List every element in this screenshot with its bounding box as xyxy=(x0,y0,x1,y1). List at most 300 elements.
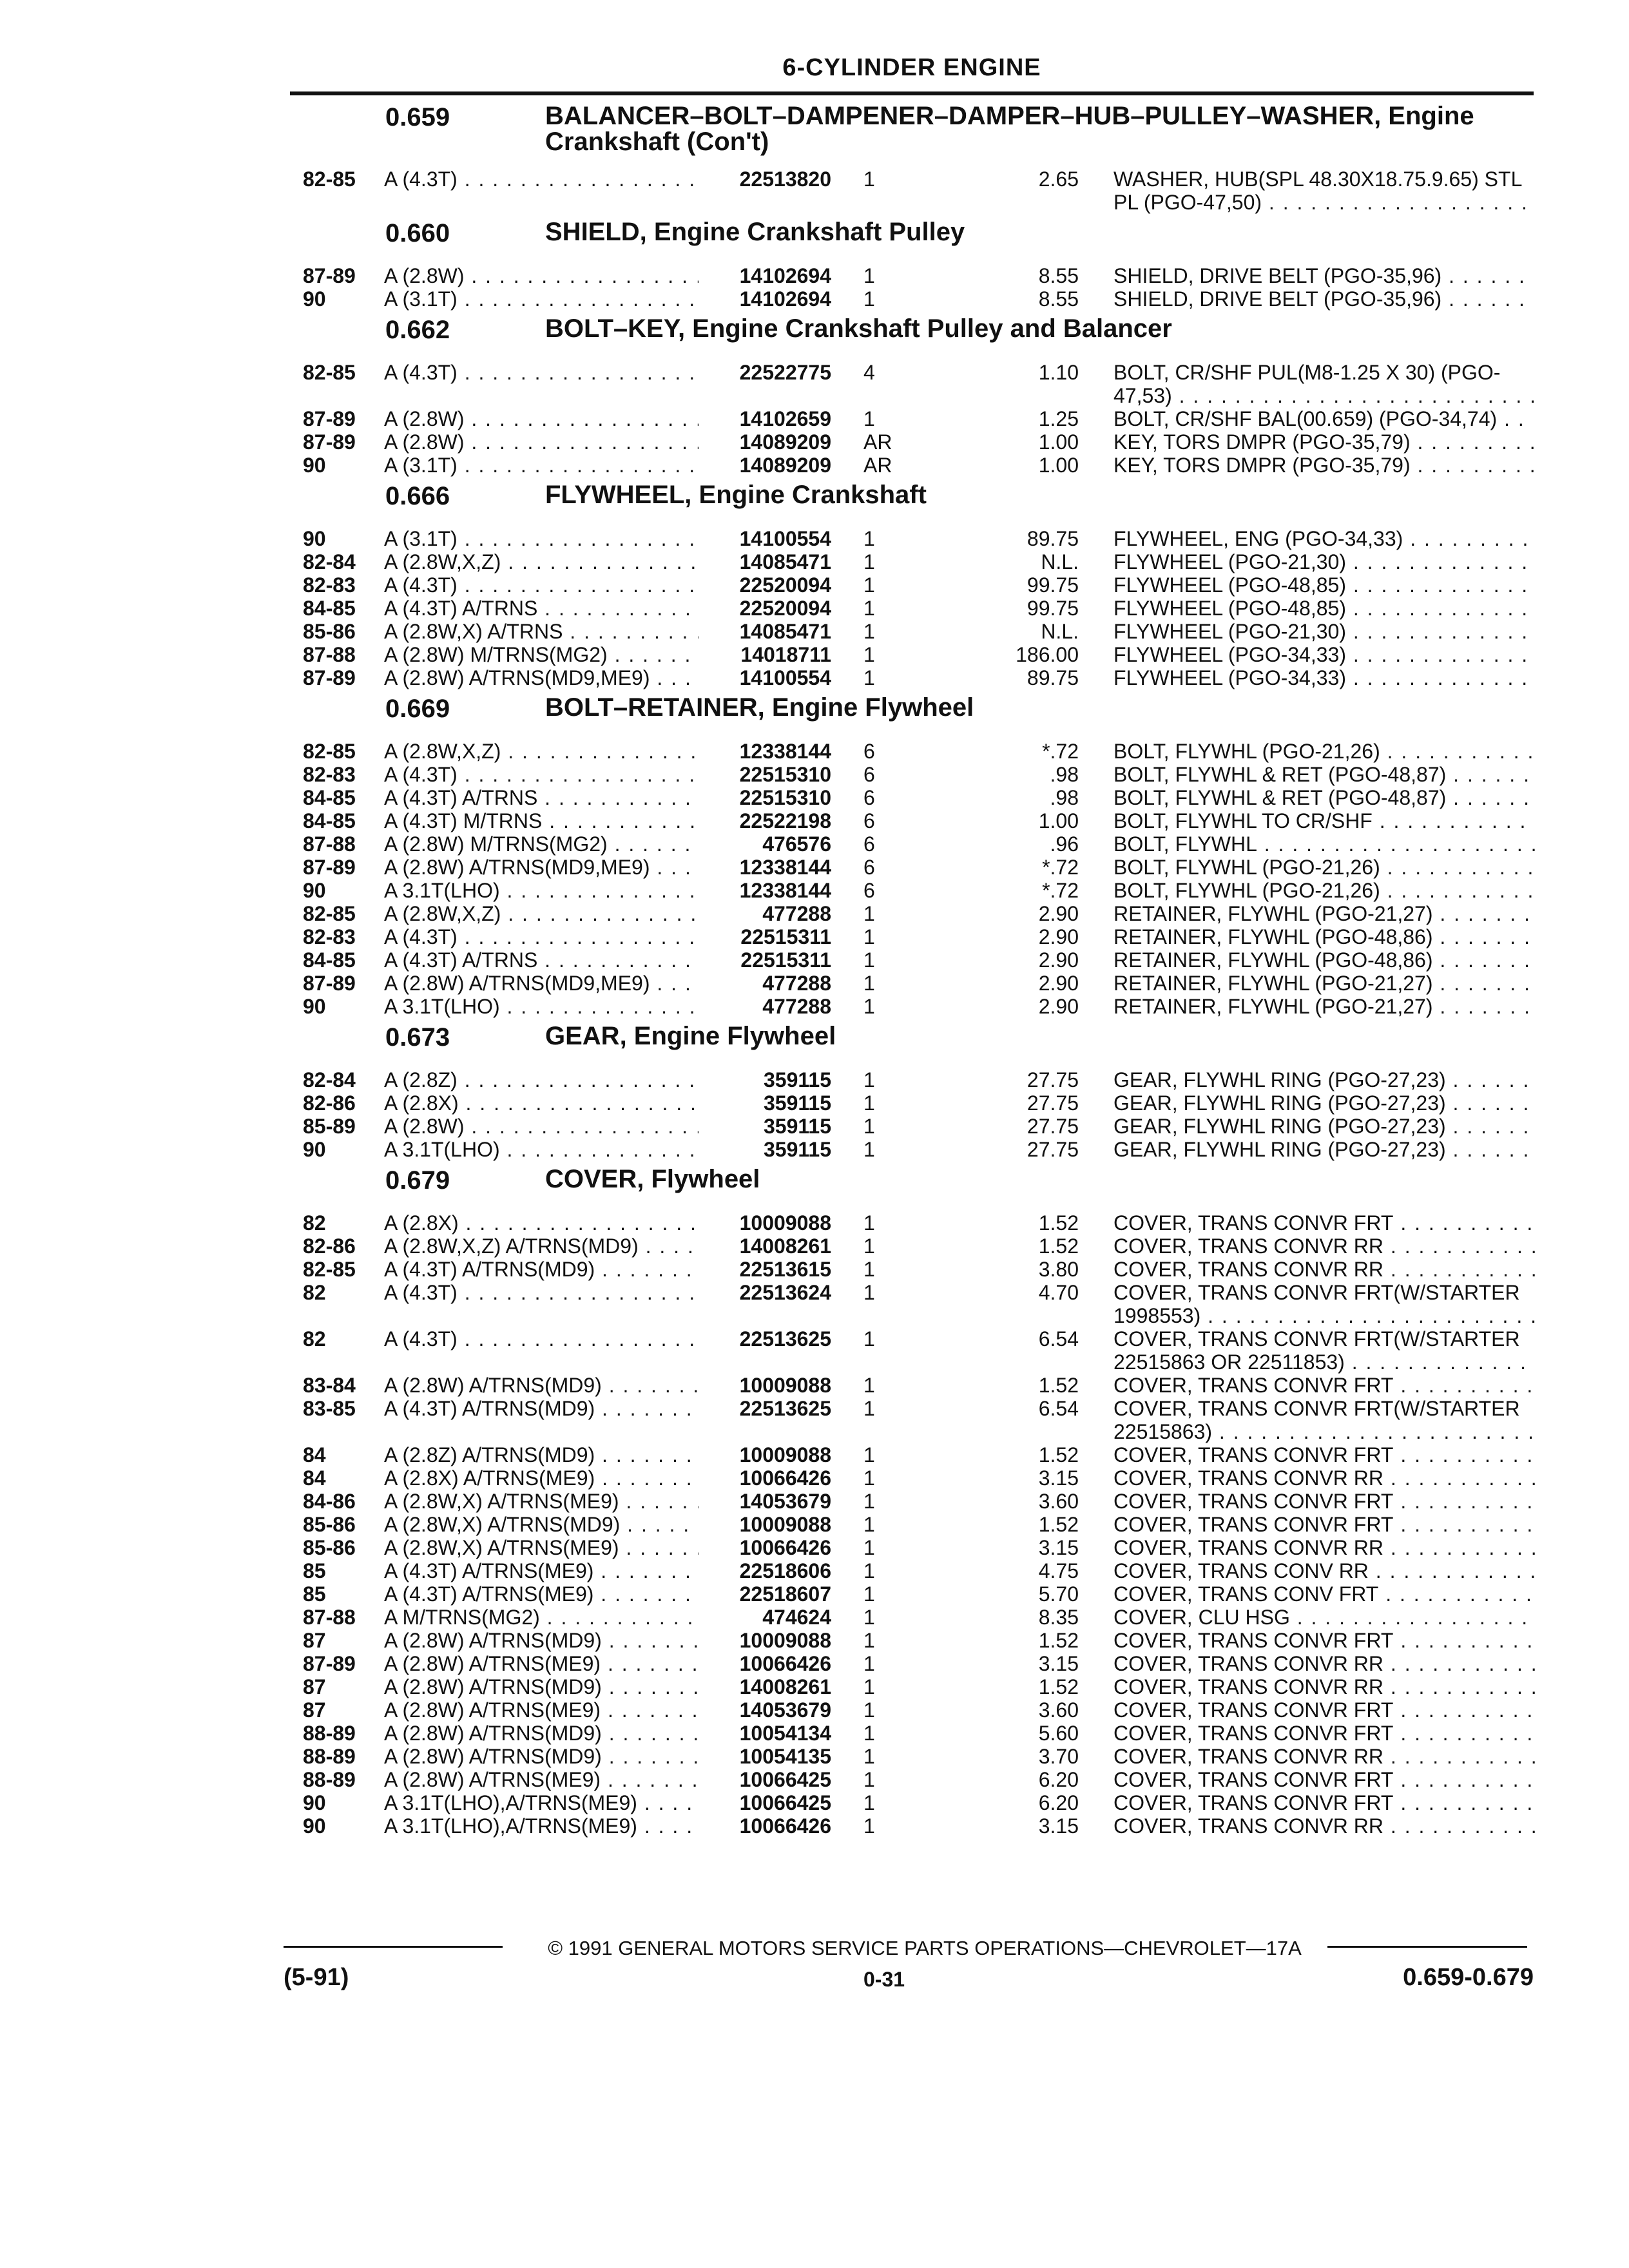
part-description: COVER, TRANS CONVR FRT . . . xyxy=(1113,1374,1539,1397)
footer-rule-right xyxy=(1327,1946,1527,1948)
model-application: A (2.8W) A/TRNS(MD9,ME9) . . . xyxy=(384,972,699,995)
part-description: FLYWHEEL (PGO-21,30) . . . xyxy=(1113,550,1539,573)
model-years: 85 xyxy=(303,1559,326,1582)
model-years: 82-85 xyxy=(303,902,356,925)
quantity: 1 xyxy=(863,1582,875,1606)
quantity: 1 xyxy=(863,573,875,597)
part-description: COVER, TRANS CONVR FRT(W/STARTER 22515863 OR 22511853) . . . xyxy=(1113,1327,1539,1374)
section-title: SHIELD, Engine Crankshaft Pulley xyxy=(545,218,965,246)
part-description: COVER, TRANS CONVR FRT . . . xyxy=(1113,1722,1539,1745)
table-row xyxy=(303,879,1540,902)
part-description: RETAINER, FLYWHL (PGO-21,27) . . . xyxy=(1113,972,1539,995)
part-description: FLYWHEEL (PGO-34,33) . . . xyxy=(1113,643,1539,666)
model-years: 90 xyxy=(303,879,326,902)
model-application: A (2.8W) M/TRNS(MG2) . . . xyxy=(384,643,699,666)
model-application: A (2.8W) A/TRNS(ME9) . . . xyxy=(384,1698,699,1722)
quantity: 6 xyxy=(863,786,875,809)
model-years: 87 xyxy=(303,1629,326,1652)
table-row xyxy=(303,430,1540,454)
part-description: BOLT, FLYWHL TO CR/SHF . . . xyxy=(1113,809,1539,832)
part-description: BOLT, FLYWHL (PGO-21,26) . . . xyxy=(1113,740,1539,763)
model-years: 82-84 xyxy=(303,1068,356,1091)
part-number: 14008261 xyxy=(739,1675,831,1698)
model-years: 82-85 xyxy=(303,1258,356,1281)
part-number: 359115 xyxy=(763,1068,831,1091)
part-number: 22518607 xyxy=(739,1582,831,1606)
model-years: 82-84 xyxy=(303,550,356,573)
quantity: 1 xyxy=(863,1374,875,1397)
table-row xyxy=(303,1211,1540,1235)
table-row xyxy=(303,786,1540,809)
model-application: A (2.8W) A/TRNS(MD9) . . . xyxy=(384,1745,699,1768)
table-row xyxy=(303,1138,1540,1161)
table-row xyxy=(303,168,1540,214)
footer-rule-left xyxy=(284,1946,503,1948)
section-heading xyxy=(303,1161,1540,1211)
table-row xyxy=(303,1397,1540,1443)
table-row xyxy=(303,995,1540,1018)
quantity: 1 xyxy=(863,925,875,948)
section-code: 0.679 xyxy=(385,1166,450,1195)
quantity: 1 xyxy=(863,1138,875,1161)
part-description: COVER, TRANS CONV RR . . . xyxy=(1113,1559,1539,1582)
quantity: 1 xyxy=(863,264,875,287)
model-application: A 3.1T(LHO),A/TRNS(ME9) . . . xyxy=(384,1814,699,1838)
table-row xyxy=(303,763,1540,786)
price: 89.75 xyxy=(1027,527,1079,550)
model-application: A (4.3T) A/TRNS . . . xyxy=(384,597,699,620)
part-description: COVER, TRANS CONVR RR . . . xyxy=(1113,1745,1539,1768)
part-description: BOLT, FLYWHL & RET (PGO-48,87) . . . xyxy=(1113,763,1539,786)
model-years: 83-85 xyxy=(303,1397,356,1420)
model-years: 90 xyxy=(303,527,326,550)
revision-date: (5-91) xyxy=(284,1964,349,1991)
quantity: 1 xyxy=(863,1629,875,1652)
quantity: 1 xyxy=(863,1559,875,1582)
price: N.L. xyxy=(1041,620,1079,643)
part-description: COVER, TRANS CONVR FRT(W/STARTER 22515863) . . . xyxy=(1113,1397,1539,1443)
table-row xyxy=(303,1091,1540,1115)
price: 27.75 xyxy=(1027,1115,1079,1138)
part-description: COVER, TRANS CONVR FRT . . . xyxy=(1113,1211,1539,1235)
quantity: 1 xyxy=(863,287,875,311)
quantity: 1 xyxy=(863,1115,875,1138)
price: 27.75 xyxy=(1027,1091,1079,1115)
section-heading xyxy=(303,214,1540,264)
price: 186.00 xyxy=(1016,643,1079,666)
quantity: 1 xyxy=(863,1536,875,1559)
part-number: 10009088 xyxy=(739,1443,831,1466)
part-number: 10054135 xyxy=(739,1745,831,1768)
model-years: 82-83 xyxy=(303,763,356,786)
part-number: 22513615 xyxy=(739,1258,831,1281)
quantity: 1 xyxy=(863,1745,875,1768)
part-description: COVER, TRANS CONVR FRT . . . xyxy=(1113,1513,1539,1536)
part-number: 14085471 xyxy=(739,550,831,573)
table-row xyxy=(303,1629,1540,1652)
price: 1.52 xyxy=(1038,1443,1079,1466)
model-application: A (4.3T) A/TRNS(ME9) . . . xyxy=(384,1559,699,1582)
table-row xyxy=(303,1722,1540,1745)
model-application: A 3.1T(LHO),A/TRNS(ME9) . . . xyxy=(384,1791,699,1814)
catalog-section xyxy=(303,689,1540,1018)
model-years: 82-86 xyxy=(303,1091,356,1115)
price: 4.75 xyxy=(1038,1559,1079,1582)
table-row xyxy=(303,1814,1540,1838)
part-number: 22515310 xyxy=(739,763,831,786)
part-number: 22513820 xyxy=(739,168,831,191)
part-number: 22520094 xyxy=(739,597,831,620)
part-description: WASHER, HUB(SPL 48.30X18.75.9.65) STL PL (PGO-47,50) . . . xyxy=(1113,168,1539,214)
price: 5.70 xyxy=(1038,1582,1079,1606)
quantity: 1 xyxy=(863,527,875,550)
quantity: 1 xyxy=(863,1698,875,1722)
page-footer xyxy=(284,1937,1534,1995)
table-row xyxy=(303,1258,1540,1281)
price: 3.15 xyxy=(1038,1536,1079,1559)
price: 8.55 xyxy=(1038,264,1079,287)
model-application: A (2.8Z) . . . xyxy=(384,1068,699,1091)
price: 27.75 xyxy=(1027,1138,1079,1161)
price: N.L. xyxy=(1041,550,1079,573)
model-years: 87-89 xyxy=(303,430,356,454)
quantity: 1 xyxy=(863,168,875,191)
price: 1.52 xyxy=(1038,1629,1079,1652)
model-application: A (2.8W) . . . xyxy=(384,1115,699,1138)
price: 8.55 xyxy=(1038,287,1079,311)
catalog-section xyxy=(303,214,1540,311)
model-application: A (4.3T) A/TRNS . . . xyxy=(384,786,699,809)
table-row xyxy=(303,454,1540,477)
model-application: A M/TRNS(MG2) . . . xyxy=(384,1606,699,1629)
model-application: A (3.1T) . . . xyxy=(384,287,699,311)
quantity: 1 xyxy=(863,1443,875,1466)
part-description: COVER, TRANS CONVR FRT . . . xyxy=(1113,1698,1539,1722)
model-application: A (4.3T) A/TRNS(MD9) . . . xyxy=(384,1397,699,1420)
part-number: 22520094 xyxy=(739,573,831,597)
table-row xyxy=(303,1791,1540,1814)
model-years: 88-89 xyxy=(303,1768,356,1791)
part-description: COVER, TRANS CONVR RR . . . xyxy=(1113,1466,1539,1490)
part-number: 10009088 xyxy=(739,1374,831,1397)
quantity: 1 xyxy=(863,1235,875,1258)
part-description: GEAR, FLYWHL RING (PGO-27,23) . . . xyxy=(1113,1068,1539,1091)
table-row xyxy=(303,1443,1540,1466)
price: 1.00 xyxy=(1038,809,1079,832)
part-number: 477288 xyxy=(762,995,831,1018)
model-application: A (4.3T) . . . xyxy=(384,925,699,948)
part-description: GEAR, FLYWHL RING (PGO-27,23) . . . xyxy=(1113,1091,1539,1115)
table-row xyxy=(303,643,1540,666)
table-row xyxy=(303,550,1540,573)
model-years: 87-88 xyxy=(303,832,356,856)
part-number: 14100554 xyxy=(739,666,831,689)
model-years: 85-86 xyxy=(303,1513,356,1536)
quantity: 1 xyxy=(863,1513,875,1536)
price: 1.10 xyxy=(1038,361,1079,384)
model-application: A (2.8W) A/TRNS(ME9) . . . xyxy=(384,1768,699,1791)
model-years: 85-89 xyxy=(303,1115,356,1138)
model-years: 82 xyxy=(303,1327,326,1350)
part-description: KEY, TORS DMPR (PGO-35,79) . . . xyxy=(1113,430,1539,454)
model-years: 84-85 xyxy=(303,597,356,620)
model-application: A (2.8W) A/TRNS(MD9,ME9) . . . xyxy=(384,856,699,879)
table-row xyxy=(303,925,1540,948)
part-number: 359115 xyxy=(763,1091,831,1115)
price: 1.25 xyxy=(1038,407,1079,430)
model-application: A (2.8W,X,Z) . . . xyxy=(384,740,699,763)
part-number: 14102694 xyxy=(739,287,831,311)
model-years: 82 xyxy=(303,1281,326,1304)
quantity: 1 xyxy=(863,550,875,573)
part-description: BOLT, FLYWHL & RET (PGO-48,87) . . . xyxy=(1113,786,1539,809)
catalog-section xyxy=(303,1161,1540,1838)
price: 1.52 xyxy=(1038,1374,1079,1397)
part-number: 14053679 xyxy=(739,1490,831,1513)
table-row xyxy=(303,1606,1540,1629)
part-description: COVER, TRANS CONVR RR . . . xyxy=(1113,1258,1539,1281)
section-title: BOLT–RETAINER, Engine Flywheel xyxy=(545,693,974,722)
model-years: 90 xyxy=(303,454,326,477)
part-number: 10066426 xyxy=(739,1536,831,1559)
quantity: 1 xyxy=(863,1675,875,1698)
part-description: COVER, TRANS CONVR RR . . . xyxy=(1113,1652,1539,1675)
quantity: 1 xyxy=(863,1791,875,1814)
part-description: FLYWHEEL (PGO-48,85) . . . xyxy=(1113,597,1539,620)
price: 5.60 xyxy=(1038,1722,1079,1745)
table-row xyxy=(303,407,1540,430)
quantity: 6 xyxy=(863,856,875,879)
price: 2.90 xyxy=(1038,972,1079,995)
price: 3.70 xyxy=(1038,1745,1079,1768)
part-number: 14089209 xyxy=(739,430,831,454)
table-row xyxy=(303,1745,1540,1768)
quantity: 1 xyxy=(863,1327,875,1350)
quantity: 1 xyxy=(863,1397,875,1420)
part-number: 10009088 xyxy=(739,1211,831,1235)
table-row xyxy=(303,666,1540,689)
part-description: COVER, TRANS CONVR RR . . . xyxy=(1113,1235,1539,1258)
part-number: 12338144 xyxy=(739,879,831,902)
model-application: A (2.8X) . . . xyxy=(384,1211,699,1235)
table-row xyxy=(303,573,1540,597)
quantity: 1 xyxy=(863,407,875,430)
price: 2.90 xyxy=(1038,995,1079,1018)
part-number: 359115 xyxy=(763,1115,831,1138)
part-description: GEAR, FLYWHL RING (PGO-27,23) . . . xyxy=(1113,1115,1539,1138)
table-row xyxy=(303,1559,1540,1582)
part-number: 14018711 xyxy=(740,643,831,666)
price: *.72 xyxy=(1042,856,1079,879)
quantity: 1 xyxy=(863,1211,875,1235)
catalog-section xyxy=(303,311,1540,477)
part-description: COVER, TRANS CONVR FRT . . . xyxy=(1113,1629,1539,1652)
model-years: 90 xyxy=(303,1138,326,1161)
model-years: 82-83 xyxy=(303,573,356,597)
part-description: COVER, TRANS CONVR FRT . . . xyxy=(1113,1490,1539,1513)
model-years: 82-83 xyxy=(303,925,356,948)
model-application: A (4.3T) . . . xyxy=(384,763,699,786)
section-heading xyxy=(303,1018,1540,1068)
price: 3.15 xyxy=(1038,1466,1079,1490)
price: 2.90 xyxy=(1038,948,1079,972)
model-years: 84-85 xyxy=(303,948,356,972)
model-years: 88-89 xyxy=(303,1745,356,1768)
section-heading xyxy=(303,477,1540,527)
model-application: A (2.8W,X) A/TRNS(ME9) . . . xyxy=(384,1536,699,1559)
model-years: 85-86 xyxy=(303,620,356,643)
quantity: 1 xyxy=(863,1258,875,1281)
model-application: A (2.8W,X,Z) A/TRNS(MD9) . . . xyxy=(384,1235,699,1258)
table-row xyxy=(303,1235,1540,1258)
model-years: 87 xyxy=(303,1675,326,1698)
part-number: 22515311 xyxy=(740,948,831,972)
catalog-section xyxy=(303,98,1540,214)
part-description: BOLT, CR/SHF BAL(00.659) (PGO-34,74) . . . xyxy=(1113,407,1539,430)
model-application: A 3.1T(LHO) . . . xyxy=(384,879,699,902)
price: 6.20 xyxy=(1038,1791,1079,1814)
part-number: 14102659 xyxy=(739,407,831,430)
model-years: 90 xyxy=(303,1791,326,1814)
quantity: 6 xyxy=(863,879,875,902)
model-years: 88-89 xyxy=(303,1722,356,1745)
quantity: 1 xyxy=(863,972,875,995)
model-application: A (2.8W,X) A/TRNS(MD9) . . . xyxy=(384,1513,699,1536)
quantity: 1 xyxy=(863,1281,875,1304)
part-number: 10066426 xyxy=(739,1652,831,1675)
model-application: A (2.8W) A/TRNS(ME9) . . . xyxy=(384,1652,699,1675)
section-title: COVER, Flywheel xyxy=(545,1165,760,1193)
model-application: A (2.8W) A/TRNS(MD9) . . . xyxy=(384,1629,699,1652)
model-years: 87-88 xyxy=(303,643,356,666)
price: 99.75 xyxy=(1027,597,1079,620)
part-description: COVER, TRANS CONVR RR . . . xyxy=(1113,1814,1539,1838)
part-description: COVER, TRANS CONVR FRT . . . xyxy=(1113,1791,1539,1814)
table-row xyxy=(303,1768,1540,1791)
table-row xyxy=(303,1536,1540,1559)
quantity: 6 xyxy=(863,832,875,856)
model-application: A (2.8W) A/TRNS(MD9) . . . xyxy=(384,1374,699,1397)
part-number: 10009088 xyxy=(739,1513,831,1536)
model-years: 87-89 xyxy=(303,972,356,995)
price: 1.52 xyxy=(1038,1513,1079,1536)
price: 3.15 xyxy=(1038,1652,1079,1675)
part-description: FLYWHEEL (PGO-48,85) . . . xyxy=(1113,573,1539,597)
table-row xyxy=(303,1582,1540,1606)
model-years: 90 xyxy=(303,995,326,1018)
model-years: 82 xyxy=(303,1211,326,1235)
quantity: 1 xyxy=(863,666,875,689)
price: *.72 xyxy=(1042,740,1079,763)
model-application: A (4.3T) . . . xyxy=(384,1281,699,1304)
table-row xyxy=(303,856,1540,879)
price: 1.52 xyxy=(1038,1235,1079,1258)
part-number: 10009088 xyxy=(739,1629,831,1652)
part-number: 10066425 xyxy=(739,1791,831,1814)
quantity: 1 xyxy=(863,1068,875,1091)
part-number: 12338144 xyxy=(739,856,831,879)
model-application: A 3.1T(LHO) . . . xyxy=(384,1138,699,1161)
table-row xyxy=(303,972,1540,995)
part-description: COVER, TRANS CONVR RR . . . xyxy=(1113,1675,1539,1698)
model-application: A (4.3T) A/TRNS . . . xyxy=(384,948,699,972)
model-application: A (2.8W) . . . xyxy=(384,407,699,430)
price: .96 xyxy=(1050,832,1079,856)
copyright-notice: © 1991 GENERAL MOTORS SERVICE PARTS OPERATIONS—CHEVROLET—17A xyxy=(548,1937,1302,1959)
model-years: 90 xyxy=(303,287,326,311)
part-number: 22522198 xyxy=(739,809,831,832)
price: 1.00 xyxy=(1038,430,1079,454)
price: .98 xyxy=(1050,763,1079,786)
part-description: BOLT, FLYWHL (PGO-21,26) . . . xyxy=(1113,856,1539,879)
part-description: COVER, TRANS CONV FRT . . . xyxy=(1113,1582,1539,1606)
part-number: 14053679 xyxy=(739,1698,831,1722)
quantity: 1 xyxy=(863,995,875,1018)
part-number: 14085471 xyxy=(739,620,831,643)
part-number: 22513624 xyxy=(739,1281,831,1304)
part-description: COVER, TRANS CONVR RR . . . xyxy=(1113,1536,1539,1559)
model-years: 82-85 xyxy=(303,740,356,763)
price: 1.52 xyxy=(1038,1211,1079,1235)
section-heading xyxy=(303,311,1540,361)
table-row xyxy=(303,740,1540,763)
model-application: A (2.8X) . . . xyxy=(384,1091,699,1115)
table-row xyxy=(303,902,1540,925)
model-application: A (2.8W) A/TRNS(MD9) . . . xyxy=(384,1675,699,1698)
part-number: 476576 xyxy=(762,832,831,856)
table-row xyxy=(303,1652,1540,1675)
table-row xyxy=(303,527,1540,550)
table-row xyxy=(303,1374,1540,1397)
model-years: 82-85 xyxy=(303,361,356,384)
model-application: A 3.1T(LHO) . . . xyxy=(384,995,699,1018)
section-title: FLYWHEEL, Engine Crankshaft xyxy=(545,481,927,509)
section-title: BALANCER–BOLT–DAMPENER–DAMPER–HUB–PULLEY–WASHER, Engine Crankshaft (Con't) xyxy=(545,102,1474,156)
model-years: 87-89 xyxy=(303,407,356,430)
catalog-section xyxy=(303,477,1540,689)
part-description: BOLT, FLYWHL . . . xyxy=(1113,832,1539,856)
part-number: 22518606 xyxy=(739,1559,831,1582)
part-description: COVER, CLU HSG . . . xyxy=(1113,1606,1539,1629)
part-description: COVER, TRANS CONVR FRT(W/STARTER 1998553) . . . xyxy=(1113,1281,1539,1327)
part-number: 22515311 xyxy=(740,925,831,948)
model-years: 85 xyxy=(303,1582,326,1606)
price: 6.54 xyxy=(1038,1397,1079,1420)
part-description: RETAINER, FLYWHL (PGO-21,27) . . . xyxy=(1113,902,1539,925)
part-description: FLYWHEEL, ENG (PGO-34,33) . . . xyxy=(1113,527,1539,550)
price: 2.90 xyxy=(1038,925,1079,948)
part-description: COVER, TRANS CONVR FRT . . . xyxy=(1113,1443,1539,1466)
price: .98 xyxy=(1050,786,1079,809)
quantity: 1 xyxy=(863,643,875,666)
model-application: A (4.3T) M/TRNS . . . xyxy=(384,809,699,832)
part-number: 22522775 xyxy=(739,361,831,384)
section-heading xyxy=(303,98,1540,168)
price: 3.15 xyxy=(1038,1814,1079,1838)
catalog-section xyxy=(303,1018,1540,1161)
model-application: A (2.8W,X) A/TRNS(ME9) . . . xyxy=(384,1490,699,1513)
quantity: 1 xyxy=(863,1768,875,1791)
model-years: 84 xyxy=(303,1466,326,1490)
part-number: 14089209 xyxy=(739,454,831,477)
model-years: 84 xyxy=(303,1443,326,1466)
model-years: 90 xyxy=(303,1814,326,1838)
part-description: COVER, TRANS CONVR FRT . . . xyxy=(1113,1768,1539,1791)
model-years: 82-86 xyxy=(303,1235,356,1258)
price: 99.75 xyxy=(1027,573,1079,597)
section-code: 0.673 xyxy=(385,1023,450,1052)
model-application: A (4.3T) . . . xyxy=(384,573,699,597)
